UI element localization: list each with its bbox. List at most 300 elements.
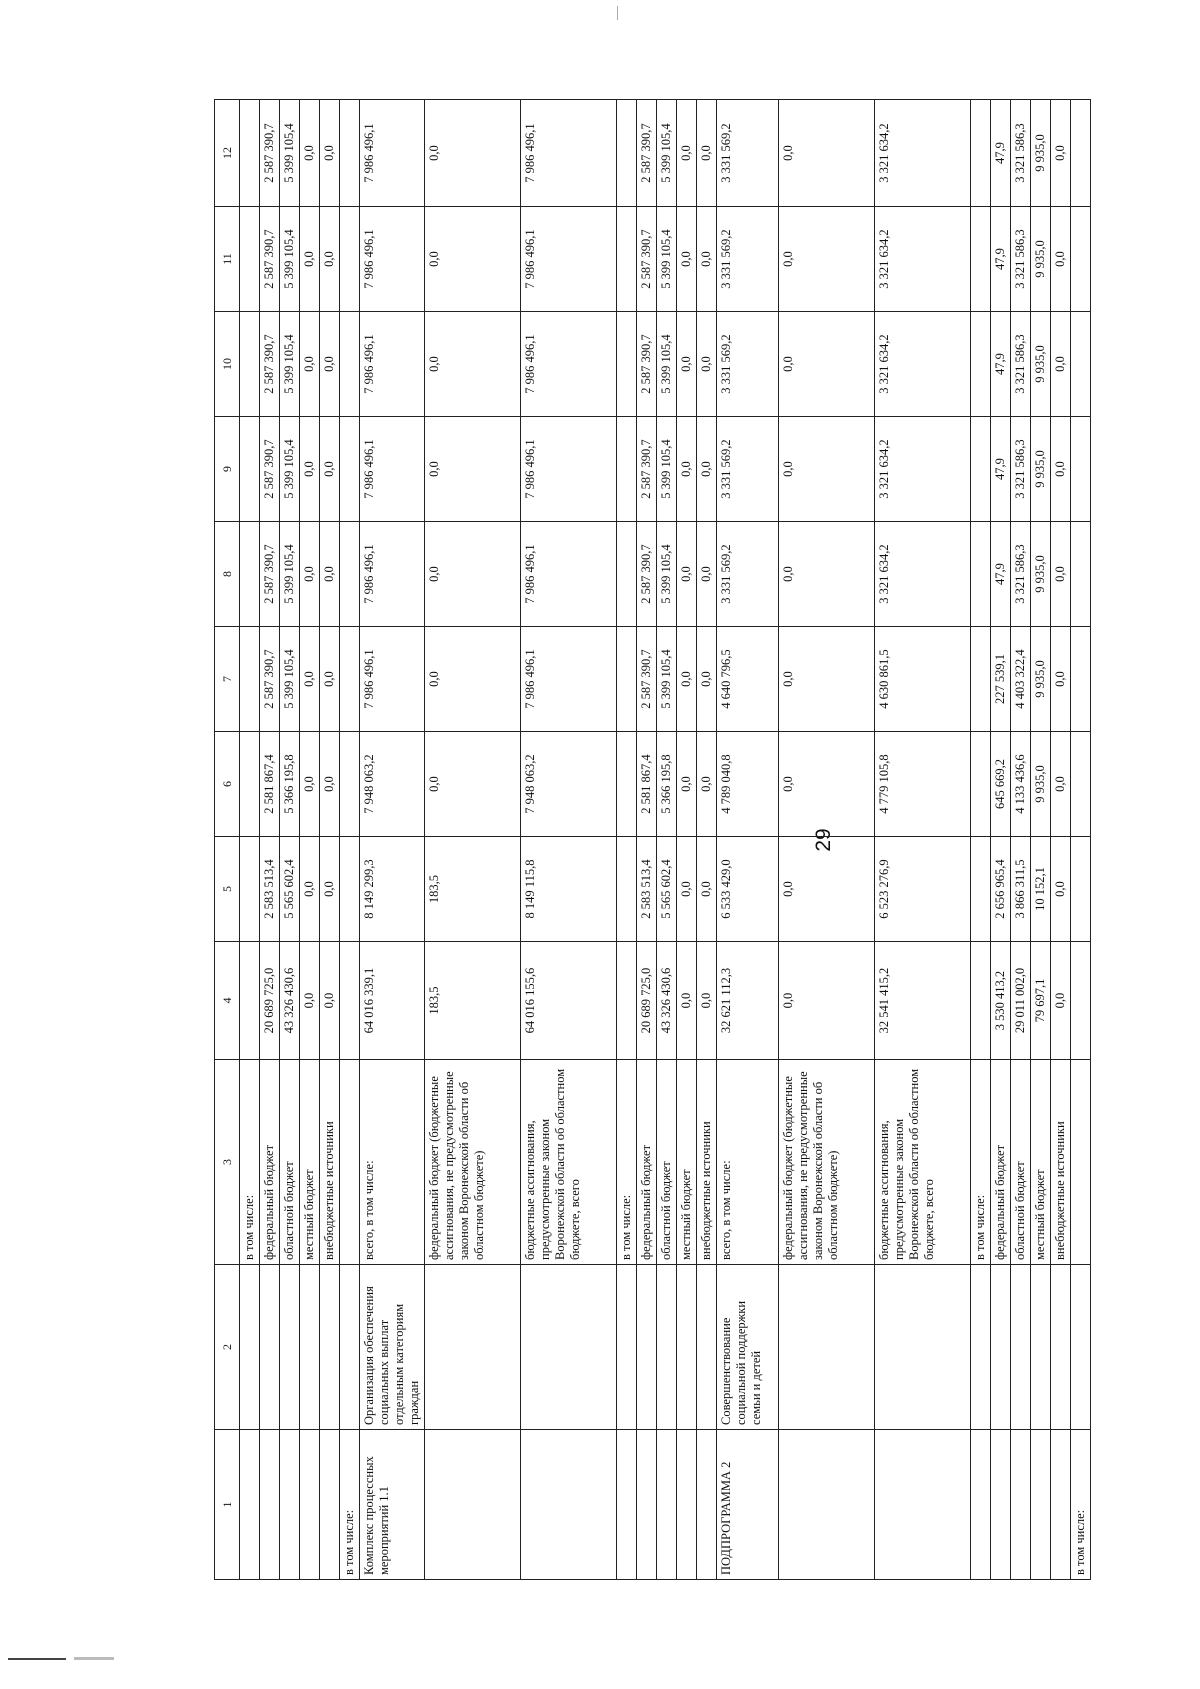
value-cell bbox=[971, 207, 991, 312]
row-source-cell: бюджетные ассигнования, предусмотренные законом Воронежской области об областном бюджете, всего bbox=[521, 1060, 617, 1265]
value-cell: 43 326 430,6 bbox=[657, 942, 677, 1060]
value-cell bbox=[971, 522, 991, 627]
row-source-cell: в том числе: bbox=[971, 1060, 991, 1265]
table-row bbox=[1031, 100, 1051, 1580]
budget-table bbox=[214, 99, 1091, 1580]
value-cell bbox=[617, 522, 637, 627]
row-name-cell bbox=[1011, 1265, 1031, 1430]
value-cell: 2 587 390,7 bbox=[637, 627, 657, 732]
value-cell: 5 399 105,4 bbox=[657, 207, 677, 312]
value-cell: 0,0 bbox=[300, 732, 320, 837]
row-section-cell: ПОДПРОГРАММА 2 bbox=[717, 1430, 779, 1580]
value-cell: 4 630 861,5 bbox=[875, 627, 971, 732]
row-section-cell bbox=[1051, 1430, 1071, 1580]
value-cell bbox=[340, 732, 360, 837]
row-source-cell bbox=[1071, 1060, 1091, 1265]
value-cell bbox=[240, 100, 260, 207]
row-section-cell bbox=[637, 1430, 657, 1580]
column-number: 7 bbox=[215, 627, 240, 732]
value-cell: 5 399 105,4 bbox=[280, 207, 300, 312]
value-cell: 2 587 390,7 bbox=[260, 312, 280, 417]
value-cell: 2 583 513,4 bbox=[637, 837, 657, 942]
value-cell: 3 866 311,5 bbox=[1011, 837, 1031, 942]
row-source-cell: внебюджетные источники bbox=[1051, 1060, 1071, 1265]
value-cell: 2 581 867,4 bbox=[637, 732, 657, 837]
value-cell: 3 321 586,3 bbox=[1011, 207, 1031, 312]
table-row bbox=[340, 100, 360, 1580]
value-cell: 2 587 390,7 bbox=[637, 522, 657, 627]
row-source-cell: федеральный бюджет bbox=[991, 1060, 1011, 1265]
value-cell: 3 321 586,3 bbox=[1011, 417, 1031, 522]
value-cell: 0,0 bbox=[1051, 312, 1071, 417]
table-row bbox=[971, 100, 991, 1580]
value-cell: 2 587 390,7 bbox=[637, 312, 657, 417]
table-row bbox=[1011, 100, 1031, 1580]
value-cell: 5 399 105,4 bbox=[657, 312, 677, 417]
value-cell: 47,9 bbox=[991, 207, 1011, 312]
column-number: 8 bbox=[215, 522, 240, 627]
row-name-cell bbox=[340, 1265, 360, 1430]
value-cell: 3 331 569,2 bbox=[717, 100, 779, 207]
value-cell: 0,0 bbox=[779, 627, 875, 732]
value-cell: 9 935,0 bbox=[1031, 732, 1051, 837]
table-row bbox=[360, 100, 425, 1580]
row-source-cell: федеральный бюджет bbox=[260, 1060, 280, 1265]
value-cell: 5 399 105,4 bbox=[657, 522, 677, 627]
value-cell: 7 986 496,1 bbox=[360, 417, 425, 522]
value-cell: 5 399 105,4 bbox=[280, 100, 300, 207]
value-cell bbox=[971, 417, 991, 522]
row-name-cell bbox=[779, 1265, 875, 1430]
table-row bbox=[300, 100, 320, 1580]
value-cell: 9 935,0 bbox=[1031, 312, 1051, 417]
value-cell: 0,0 bbox=[779, 522, 875, 627]
value-cell: 6 523 276,9 bbox=[875, 837, 971, 942]
row-section-cell: в том числе: bbox=[340, 1430, 360, 1580]
value-cell bbox=[240, 942, 260, 1060]
row-name-cell bbox=[425, 1265, 521, 1430]
value-cell: 3 331 569,2 bbox=[717, 207, 779, 312]
value-cell bbox=[340, 837, 360, 942]
value-cell: 5 399 105,4 bbox=[657, 627, 677, 732]
value-cell bbox=[240, 522, 260, 627]
value-cell: 5 366 195,8 bbox=[280, 732, 300, 837]
value-cell bbox=[340, 207, 360, 312]
value-cell bbox=[617, 942, 637, 1060]
value-cell: 0,0 bbox=[425, 100, 521, 207]
table-body bbox=[215, 100, 1091, 1580]
value-cell: 0,0 bbox=[300, 312, 320, 417]
value-cell: 47,9 bbox=[991, 417, 1011, 522]
value-cell: 8 149 115,8 bbox=[521, 837, 617, 942]
value-cell: 0,0 bbox=[779, 837, 875, 942]
row-section-cell bbox=[1011, 1430, 1031, 1580]
row-name-cell bbox=[240, 1265, 260, 1430]
value-cell: 5 399 105,4 bbox=[657, 100, 677, 207]
value-cell: 9 935,0 bbox=[1031, 417, 1051, 522]
value-cell: 0,0 bbox=[779, 207, 875, 312]
row-section-cell bbox=[697, 1430, 717, 1580]
row-section-cell bbox=[991, 1430, 1011, 1580]
row-name-cell bbox=[1051, 1265, 1071, 1430]
value-cell: 5 399 105,4 bbox=[280, 417, 300, 522]
value-cell bbox=[340, 417, 360, 522]
row-name-cell: Совершенствование социальной поддержки семьи и детей bbox=[717, 1265, 779, 1430]
row-source-cell: в том числе: bbox=[240, 1060, 260, 1265]
value-cell: 4 779 105,8 bbox=[875, 732, 971, 837]
row-section-cell bbox=[425, 1430, 521, 1580]
value-cell: 0,0 bbox=[697, 627, 717, 732]
table-row bbox=[875, 100, 971, 1580]
value-cell: 0,0 bbox=[300, 100, 320, 207]
value-cell: 0,0 bbox=[677, 100, 697, 207]
value-cell bbox=[340, 942, 360, 1060]
value-cell: 2 587 390,7 bbox=[260, 207, 280, 312]
value-cell: 0,0 bbox=[1051, 627, 1071, 732]
value-cell: 3 321 586,3 bbox=[1011, 312, 1031, 417]
value-cell: 7 986 496,1 bbox=[521, 522, 617, 627]
value-cell: 0,0 bbox=[300, 627, 320, 732]
value-cell bbox=[240, 627, 260, 732]
value-cell: 29 011 002,0 bbox=[1011, 942, 1031, 1060]
column-number: 11 bbox=[215, 207, 240, 312]
value-cell: 7 948 063,2 bbox=[360, 732, 425, 837]
table-row bbox=[521, 100, 617, 1580]
column-number: 10 bbox=[215, 312, 240, 417]
row-section-cell bbox=[240, 1430, 260, 1580]
value-cell bbox=[240, 732, 260, 837]
value-cell: 2 656 965,4 bbox=[991, 837, 1011, 942]
value-cell bbox=[1071, 732, 1091, 837]
value-cell: 47,9 bbox=[991, 100, 1011, 207]
table-row bbox=[260, 100, 280, 1580]
value-cell: 3 331 569,2 bbox=[717, 312, 779, 417]
value-cell bbox=[971, 100, 991, 207]
row-name-cell bbox=[617, 1265, 637, 1430]
value-cell: 3 331 569,2 bbox=[717, 417, 779, 522]
row-section-cell bbox=[677, 1430, 697, 1580]
row-name-cell bbox=[280, 1265, 300, 1430]
table-row bbox=[697, 100, 717, 1580]
row-section-cell bbox=[617, 1430, 637, 1580]
row-source-cell: федеральный бюджет (бюджетные ассигнования, не предусмотренные законом Воронежской области об областном бюджете) bbox=[425, 1060, 521, 1265]
row-section-cell bbox=[280, 1430, 300, 1580]
value-cell: 7 986 496,1 bbox=[360, 627, 425, 732]
value-cell: 7 986 496,1 bbox=[521, 627, 617, 732]
value-cell: 7 986 496,1 bbox=[521, 312, 617, 417]
row-source-cell: местный бюджет bbox=[1031, 1060, 1051, 1265]
row-section-cell bbox=[971, 1430, 991, 1580]
value-cell: 32 621 112,3 bbox=[717, 942, 779, 1060]
value-cell: 47,9 bbox=[991, 312, 1011, 417]
value-cell: 0,0 bbox=[320, 312, 340, 417]
value-cell: 4 403 322,4 bbox=[1011, 627, 1031, 732]
value-cell: 0,0 bbox=[697, 837, 717, 942]
column-number: 9 bbox=[215, 417, 240, 522]
value-cell: 0,0 bbox=[697, 207, 717, 312]
value-cell bbox=[240, 207, 260, 312]
value-cell: 0,0 bbox=[697, 100, 717, 207]
budget-table-rotated bbox=[214, 100, 1087, 1580]
table-row bbox=[677, 100, 697, 1580]
value-cell: 0,0 bbox=[425, 732, 521, 837]
value-cell: 3 321 586,3 bbox=[1011, 522, 1031, 627]
table-row bbox=[717, 100, 779, 1580]
row-section-cell bbox=[875, 1430, 971, 1580]
row-source-cell bbox=[340, 1060, 360, 1265]
table-row bbox=[617, 100, 637, 1580]
row-source-cell: всего, в том числе: bbox=[360, 1060, 425, 1265]
value-cell: 0,0 bbox=[697, 732, 717, 837]
value-cell bbox=[971, 627, 991, 732]
value-cell: 0,0 bbox=[1051, 732, 1071, 837]
value-cell: 183,5 bbox=[425, 942, 521, 1060]
row-name-cell bbox=[697, 1265, 717, 1430]
value-cell: 0,0 bbox=[320, 837, 340, 942]
table-row bbox=[320, 100, 340, 1580]
row-section-cell bbox=[300, 1430, 320, 1580]
column-number: 3 bbox=[215, 1060, 240, 1265]
column-number: 1 bbox=[215, 1430, 240, 1580]
row-section-cell: в том числе: bbox=[1071, 1430, 1091, 1580]
row-name-cell bbox=[1031, 1265, 1051, 1430]
value-cell: 20 689 725,0 bbox=[637, 942, 657, 1060]
table-row bbox=[991, 100, 1011, 1580]
value-cell: 0,0 bbox=[300, 522, 320, 627]
value-cell: 5 366 195,8 bbox=[657, 732, 677, 837]
value-cell: 0,0 bbox=[1051, 942, 1071, 1060]
value-cell: 0,0 bbox=[779, 100, 875, 207]
value-cell: 5 399 105,4 bbox=[657, 417, 677, 522]
value-cell: 5 399 105,4 bbox=[280, 627, 300, 732]
value-cell: 7 986 496,1 bbox=[360, 100, 425, 207]
value-cell: 0,0 bbox=[677, 522, 697, 627]
value-cell: 0,0 bbox=[320, 417, 340, 522]
row-source-cell: федеральный бюджет (бюджетные ассигнования, не предусмотренные законом Воронежской области об областном бюджете) bbox=[779, 1060, 875, 1265]
row-section-cell bbox=[1031, 1430, 1051, 1580]
row-section-cell bbox=[521, 1430, 617, 1580]
value-cell: 0,0 bbox=[300, 207, 320, 312]
row-name-cell bbox=[260, 1265, 280, 1430]
value-cell: 0,0 bbox=[320, 942, 340, 1060]
value-cell: 3 321 634,2 bbox=[875, 417, 971, 522]
value-cell bbox=[240, 417, 260, 522]
value-cell bbox=[1071, 837, 1091, 942]
value-cell bbox=[971, 837, 991, 942]
table-row bbox=[280, 100, 300, 1580]
row-source-cell: в том числе: bbox=[617, 1060, 637, 1265]
value-cell bbox=[340, 312, 360, 417]
value-cell: 0,0 bbox=[779, 732, 875, 837]
value-cell: 0,0 bbox=[425, 627, 521, 732]
value-cell: 6 533 429,0 bbox=[717, 837, 779, 942]
row-section-cell bbox=[657, 1430, 677, 1580]
value-cell bbox=[617, 837, 637, 942]
scan-crop-mark bbox=[8, 1658, 66, 1660]
value-cell: 9 935,0 bbox=[1031, 207, 1051, 312]
row-name-cell bbox=[521, 1265, 617, 1430]
row-source-cell: бюджетные ассигнования, предусмотренные законом Воронежской области об областном бюджете, всего bbox=[875, 1060, 971, 1265]
column-number: 6 bbox=[215, 732, 240, 837]
row-source-cell: всего, в том числе: bbox=[717, 1060, 779, 1265]
value-cell: 0,0 bbox=[320, 100, 340, 207]
row-source-cell: областной бюджет bbox=[280, 1060, 300, 1265]
value-cell bbox=[617, 312, 637, 417]
value-cell: 0,0 bbox=[320, 732, 340, 837]
value-cell: 3 321 634,2 bbox=[875, 312, 971, 417]
row-section-cell bbox=[779, 1430, 875, 1580]
value-cell: 0,0 bbox=[677, 837, 697, 942]
value-cell: 5 399 105,4 bbox=[280, 312, 300, 417]
value-cell: 0,0 bbox=[697, 942, 717, 1060]
value-cell: 7 948 063,2 bbox=[521, 732, 617, 837]
value-cell bbox=[1071, 522, 1091, 627]
value-cell: 0,0 bbox=[697, 312, 717, 417]
value-cell: 7 986 496,1 bbox=[521, 417, 617, 522]
value-cell: 7 986 496,1 bbox=[360, 312, 425, 417]
table-row bbox=[637, 100, 657, 1580]
value-cell: 5 565 602,4 bbox=[280, 837, 300, 942]
value-cell bbox=[1071, 942, 1091, 1060]
value-cell: 2 587 390,7 bbox=[260, 522, 280, 627]
value-cell bbox=[971, 312, 991, 417]
row-name-cell bbox=[300, 1265, 320, 1430]
row-source-cell: местный бюджет bbox=[677, 1060, 697, 1265]
value-cell: 2 587 390,7 bbox=[260, 627, 280, 732]
value-cell: 7 986 496,1 bbox=[521, 207, 617, 312]
value-cell bbox=[1071, 417, 1091, 522]
row-section-cell: Комплекс процессных мероприятий 1.1 bbox=[360, 1430, 425, 1580]
value-cell: 3 321 634,2 bbox=[875, 100, 971, 207]
value-cell: 9 935,0 bbox=[1031, 522, 1051, 627]
value-cell bbox=[971, 942, 991, 1060]
value-cell: 2 581 867,4 bbox=[260, 732, 280, 837]
value-cell: 32 541 415,2 bbox=[875, 942, 971, 1060]
value-cell: 10 152,1 bbox=[1031, 837, 1051, 942]
value-cell: 183,5 bbox=[425, 837, 521, 942]
row-name-cell bbox=[1071, 1265, 1091, 1430]
value-cell: 0,0 bbox=[677, 207, 697, 312]
value-cell: 79 697,1 bbox=[1031, 942, 1051, 1060]
value-cell: 0,0 bbox=[677, 627, 697, 732]
value-cell: 3 530 413,2 bbox=[991, 942, 1011, 1060]
column-number: 12 bbox=[215, 100, 240, 207]
value-cell: 0,0 bbox=[697, 522, 717, 627]
value-cell: 0,0 bbox=[300, 942, 320, 1060]
table-row bbox=[779, 100, 875, 1580]
value-cell: 0,0 bbox=[425, 312, 521, 417]
value-cell: 4 640 796,5 bbox=[717, 627, 779, 732]
value-cell: 0,0 bbox=[425, 207, 521, 312]
value-cell: 0,0 bbox=[425, 522, 521, 627]
column-number-row bbox=[215, 100, 240, 1580]
value-cell: 5 565 602,4 bbox=[657, 837, 677, 942]
value-cell: 0,0 bbox=[677, 942, 697, 1060]
row-source-cell: внебюджетные источники bbox=[320, 1060, 340, 1265]
row-name-cell bbox=[637, 1265, 657, 1430]
row-source-cell: внебюджетные источники bbox=[697, 1060, 717, 1265]
value-cell: 7 986 496,1 bbox=[521, 100, 617, 207]
value-cell: 2 587 390,7 bbox=[260, 100, 280, 207]
value-cell bbox=[617, 417, 637, 522]
table-row bbox=[425, 100, 521, 1580]
value-cell: 0,0 bbox=[320, 627, 340, 732]
row-name-cell bbox=[875, 1265, 971, 1430]
value-cell: 7 986 496,1 bbox=[360, 207, 425, 312]
row-name-cell bbox=[991, 1265, 1011, 1430]
value-cell: 9 935,0 bbox=[1031, 627, 1051, 732]
value-cell: 0,0 bbox=[697, 417, 717, 522]
value-cell bbox=[340, 627, 360, 732]
value-cell: 0,0 bbox=[779, 417, 875, 522]
table-row bbox=[1051, 100, 1071, 1580]
value-cell: 2 587 390,7 bbox=[637, 207, 657, 312]
value-cell bbox=[1071, 312, 1091, 417]
row-name-cell: Организация обеспечения социальных выплат отдельным категориям граждан bbox=[360, 1265, 425, 1430]
value-cell: 5 399 105,4 bbox=[280, 522, 300, 627]
value-cell: 0,0 bbox=[300, 417, 320, 522]
value-cell bbox=[1071, 100, 1091, 207]
table-row bbox=[240, 100, 260, 1580]
row-source-cell: областной бюджет bbox=[657, 1060, 677, 1265]
value-cell: 3 331 569,2 bbox=[717, 522, 779, 627]
value-cell: 9 935,0 bbox=[1031, 100, 1051, 207]
value-cell: 0,0 bbox=[677, 732, 697, 837]
value-cell: 20 689 725,0 bbox=[260, 942, 280, 1060]
value-cell bbox=[1071, 627, 1091, 732]
value-cell bbox=[240, 837, 260, 942]
value-cell: 0,0 bbox=[1051, 417, 1071, 522]
value-cell: 0,0 bbox=[320, 522, 340, 627]
value-cell: 0,0 bbox=[1051, 100, 1071, 207]
row-section-cell bbox=[260, 1430, 280, 1580]
value-cell: 0,0 bbox=[779, 942, 875, 1060]
scan-tick-mark bbox=[617, 6, 618, 20]
row-name-cell bbox=[971, 1265, 991, 1430]
value-cell: 64 016 155,6 bbox=[521, 942, 617, 1060]
row-name-cell bbox=[657, 1265, 677, 1430]
column-number: 2 bbox=[215, 1265, 240, 1430]
value-cell: 64 016 339,1 bbox=[360, 942, 425, 1060]
value-cell: 0,0 bbox=[425, 417, 521, 522]
value-cell bbox=[617, 627, 637, 732]
value-cell: 3 321 634,2 bbox=[875, 522, 971, 627]
value-cell: 2 587 390,7 bbox=[637, 100, 657, 207]
row-source-cell: местный бюджет bbox=[300, 1060, 320, 1265]
row-source-cell: федеральный бюджет bbox=[637, 1060, 657, 1265]
column-number: 5 bbox=[215, 837, 240, 942]
value-cell: 4 133 436,6 bbox=[1011, 732, 1031, 837]
value-cell: 2 587 390,7 bbox=[260, 417, 280, 522]
value-cell: 227 539,1 bbox=[991, 627, 1011, 732]
table-row bbox=[1071, 100, 1091, 1580]
value-cell bbox=[617, 732, 637, 837]
value-cell: 0,0 bbox=[1051, 207, 1071, 312]
value-cell: 7 986 496,1 bbox=[360, 522, 425, 627]
value-cell bbox=[240, 312, 260, 417]
row-name-cell bbox=[677, 1265, 697, 1430]
value-cell: 0,0 bbox=[300, 837, 320, 942]
value-cell: 0,0 bbox=[779, 312, 875, 417]
table-row bbox=[657, 100, 677, 1580]
value-cell bbox=[1071, 207, 1091, 312]
value-cell: 0,0 bbox=[677, 312, 697, 417]
scan-crop-mark bbox=[74, 1657, 114, 1660]
value-cell bbox=[340, 522, 360, 627]
row-name-cell bbox=[320, 1265, 340, 1430]
value-cell: 4 789 040,8 bbox=[717, 732, 779, 837]
value-cell: 3 321 586,3 bbox=[1011, 100, 1031, 207]
